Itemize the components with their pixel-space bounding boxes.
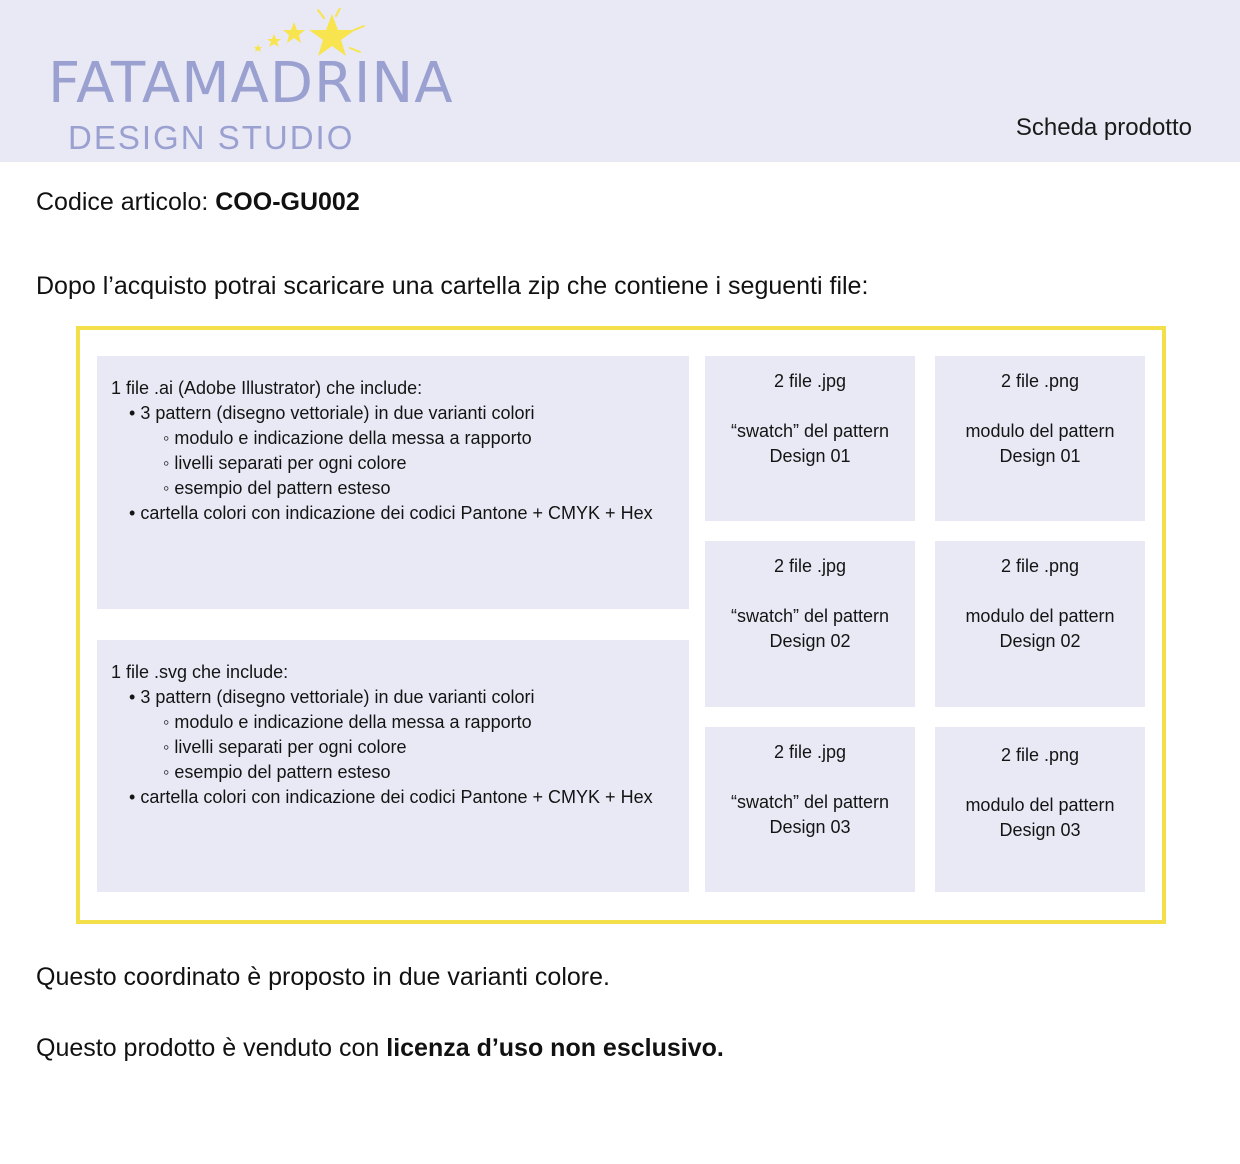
list-item: • cartella colori con indicazione dei codici Pantone + CMYK + Hex <box>111 501 689 526</box>
license-type: licenza d’uso non esclusivo. <box>386 1034 724 1062</box>
list-subitem: ◦ modulo e indicazione della messa a rapporto <box>111 710 689 735</box>
tile-jpg-design-02 <box>705 541 915 707</box>
tile-design: Design 02 <box>999 631 1081 651</box>
files-frame <box>76 326 1166 924</box>
tile-kind: 2 file .png <box>1000 371 1080 391</box>
tile-design: Design 03 <box>769 817 851 837</box>
package-list <box>111 401 689 526</box>
tile-desc: modulo del pattern <box>965 421 1115 441</box>
tile-jpg-design-01 <box>705 356 915 521</box>
tile-design: Design 03 <box>999 820 1081 840</box>
license-prefix: Questo prodotto è venduto con <box>36 1034 387 1062</box>
list-item: • 3 pattern (disegno vettoriale) in due varianti colori <box>111 685 689 710</box>
tile-desc: “swatch” del pattern <box>730 606 890 626</box>
tile-kind: 2 file .jpg <box>773 371 847 391</box>
package-list <box>111 685 689 810</box>
tile-jpg-design-03 <box>705 727 915 892</box>
variants-note: Questo coordinato è proposto in due varianti colore. <box>36 963 610 991</box>
product-code <box>36 188 360 217</box>
package-ai <box>97 356 689 609</box>
tile-png-design-01 <box>935 356 1145 521</box>
list-subitem: ◦ livelli separati per ogni colore <box>111 451 689 476</box>
logo-wordmark: FATAMADRINA <box>48 51 454 116</box>
product-code-label: Codice articolo: <box>36 188 216 216</box>
list-item: • cartella colori con indicazione dei codici Pantone + CMYK + Hex <box>111 785 689 810</box>
tile-desc: “swatch” del pattern <box>730 421 890 441</box>
product-code-value: COO-GU002 <box>215 188 360 216</box>
tile-design: Design 01 <box>769 446 851 466</box>
tile-desc: modulo del pattern <box>965 606 1115 626</box>
list-subitem: ◦ modulo e indicazione della messa a rapporto <box>111 426 689 451</box>
tile-desc: “swatch” del pattern <box>730 792 890 812</box>
tile-png-design-02 <box>935 541 1145 707</box>
list-subitem: ◦ esempio del pattern esteso <box>111 476 689 501</box>
brand-logo <box>44 8 454 158</box>
package-svg <box>97 640 689 892</box>
list-item: • 3 pattern (disegno vettoriale) in due varianti colori <box>111 401 689 426</box>
logo-tagline: DESIGN STUDIO <box>68 119 355 156</box>
tile-design: Design 02 <box>769 631 851 651</box>
list-subitem: ◦ esempio del pattern esteso <box>111 760 689 785</box>
download-intro: Dopo l’acquisto potrai scaricare una cartella zip che contiene i seguenti file: <box>36 272 869 300</box>
page-label: Scheda prodotto <box>1015 114 1192 141</box>
tile-kind: 2 file .jpg <box>773 556 847 576</box>
tile-design: Design 01 <box>999 446 1081 466</box>
tile-kind: 2 file .png <box>1000 745 1080 765</box>
tile-png-design-03 <box>935 727 1145 892</box>
package-title: 1 file .svg che include: <box>111 662 289 682</box>
tile-kind: 2 file .jpg <box>773 742 847 762</box>
tile-kind: 2 file .png <box>1000 556 1080 576</box>
license-note <box>36 1034 724 1063</box>
package-title: 1 file .ai (Adobe Illustrator) che include: <box>111 378 423 398</box>
header-banner <box>0 0 1240 162</box>
tile-desc: modulo del pattern <box>965 795 1115 815</box>
list-subitem: ◦ livelli separati per ogni colore <box>111 735 689 760</box>
